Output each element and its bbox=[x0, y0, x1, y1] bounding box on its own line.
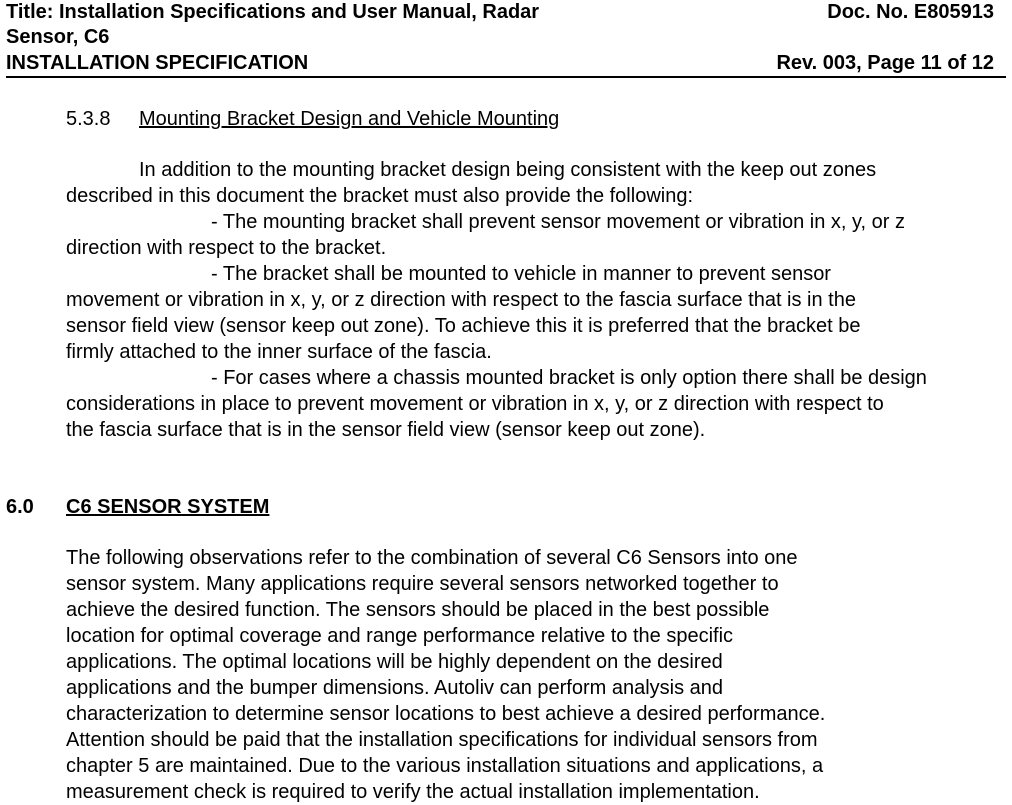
section-538-title: Mounting Bracket Design and Vehicle Mounting bbox=[139, 108, 560, 130]
page-header bbox=[6, 0, 1006, 78]
header-title-line2: Sensor, C6 bbox=[6, 26, 110, 48]
header-spec-label: INSTALLATION SPECIFICATION bbox=[6, 52, 309, 74]
section-60-line-6: applications and the bumper dimensions. Autoliv can perform analysis and bbox=[66, 677, 724, 699]
section-60-line-2: sensor system. Many applications require several sensors networked together to bbox=[66, 573, 779, 595]
section-60-line-10: measurement check is required to verify the actual installation implementation. bbox=[66, 781, 760, 803]
section-60-line-8: Attention should be paid that the installation specifications for individual sensors from bbox=[66, 729, 818, 751]
section-538-line-4: direction with respect to the bracket. bbox=[66, 237, 387, 259]
section-538-line-3: - The mounting bracket shall prevent sensor movement or vibration in x, y, or z bbox=[211, 211, 906, 233]
section-60-number: 6.0 bbox=[6, 496, 34, 518]
section-538-line-5: - The bracket shall be mounted to vehicle in manner to prevent sensor bbox=[211, 263, 831, 285]
section-60-line-3: achieve the desired function. The sensors should be placed in the best possible bbox=[66, 599, 770, 621]
header-title-line1: Title: Installation Specifications and User Manual, Radar bbox=[6, 1, 540, 23]
section-538-line-7: sensor field view (sensor keep out zone). To achieve this it is preferred that the bracket be bbox=[66, 315, 861, 337]
section-60-line-5: applications. The optimal locations will be highly dependent on the desired bbox=[66, 651, 723, 673]
header-divider bbox=[6, 76, 1006, 78]
section-60-line-1: The following observations refer to the combination of several C6 Sensors into one bbox=[66, 547, 798, 569]
header-doc-number: Doc. No. E805913 bbox=[827, 1, 994, 23]
section-538-line-6: movement or vibration in x, y, or z direction with respect to the fascia surface that is in the bbox=[66, 289, 856, 311]
section-538-line-9: - For cases where a chassis mounted bracket is only option there shall be design bbox=[211, 367, 927, 389]
header-revision-page: Rev. 003, Page 11 of 12 bbox=[776, 52, 994, 74]
section-538-line-1: In addition to the mounting bracket design being consistent with the keep out zones bbox=[139, 159, 877, 181]
section-538-line-10: considerations in place to prevent movement or vibration in x, y, or z direction with respect to bbox=[66, 393, 884, 415]
section-60-line-9: chapter 5 are maintained. Due to the various installation situations and applications, a bbox=[66, 755, 824, 777]
section-538-number: 5.3.8 bbox=[66, 108, 111, 130]
section-60-line-4: location for optimal coverage and range performance relative to the specific bbox=[66, 625, 734, 647]
section-60-title: C6 SENSOR SYSTEM bbox=[66, 496, 270, 518]
section-538-line-2: described in this document the bracket must also provide the following: bbox=[66, 185, 694, 207]
section-538-line-11: the fascia surface that is in the sensor field view (sensor keep out zone). bbox=[66, 419, 706, 441]
section-538-line-8: firmly attached to the inner surface of the fascia. bbox=[66, 341, 492, 363]
section-60-line-7: characterization to determine sensor locations to best achieve a desired performance. bbox=[66, 703, 826, 725]
